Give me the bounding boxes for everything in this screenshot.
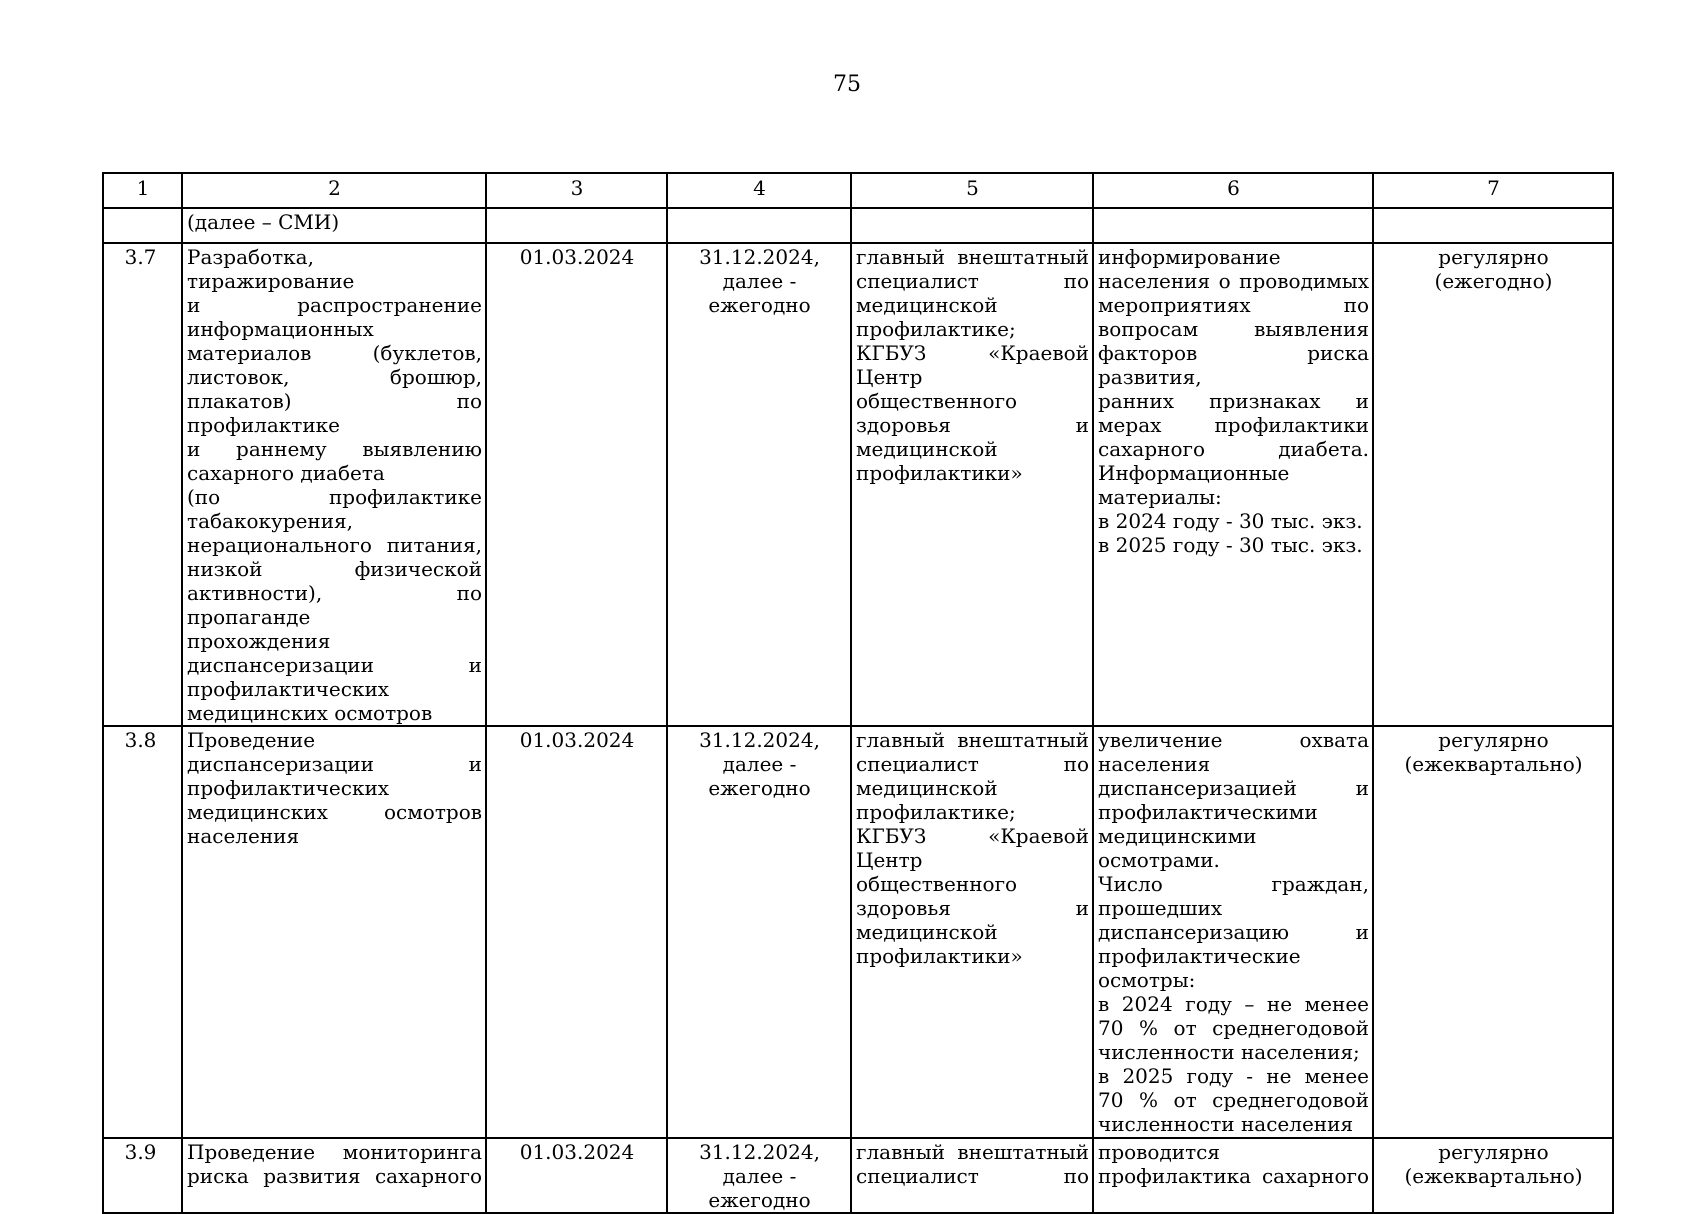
cell-line: факторов риска развития, <box>1098 341 1369 389</box>
cell-line: материалы: <box>1098 485 1222 509</box>
table-body <box>103 243 1613 1213</box>
responsible-cell <box>851 726 1093 1138</box>
continuation-row <box>103 208 1613 243</box>
table-row <box>103 726 1613 1138</box>
cell-line: диспансеризацию и <box>1098 920 1369 944</box>
cell-line: главный внештатный <box>856 1140 1089 1164</box>
cell-line: регулярно <box>1438 245 1549 269</box>
cell-line: диспансеризацией и <box>1098 776 1369 800</box>
cell-line: мероприятиях по <box>1098 293 1369 317</box>
cell-line: профилактике; <box>856 317 1016 341</box>
cell-line: населения <box>1098 752 1211 776</box>
cell-line: здоровья и <box>856 413 1089 437</box>
cell-line: сахарного диабета. <box>1098 437 1369 461</box>
cell-line: информирование <box>1098 245 1281 269</box>
cell-line: численности населения; <box>1098 1040 1360 1064</box>
item-number: 3.9 <box>103 1138 182 1213</box>
cell-line: далее - ежегодно <box>708 1164 811 1212</box>
cell-line: Центр общественного <box>856 848 1018 896</box>
cell-line: специалист по <box>856 269 1089 293</box>
action-cell <box>182 243 486 726</box>
cell-line: в 2024 году – не менее <box>1098 992 1369 1016</box>
column-number-row <box>103 173 1613 208</box>
cell-line: специалист по <box>856 752 1089 776</box>
cell-line: профилактических <box>187 677 390 701</box>
cell-line: 31.12.2024, <box>699 728 820 752</box>
cell-line: (ежеквартально) <box>1404 752 1583 776</box>
end-date <box>667 1138 851 1213</box>
end-date <box>667 726 851 1138</box>
action-plan-table <box>102 172 1614 1214</box>
column-number: 2 <box>182 173 486 208</box>
cell-line: далее - ежегодно <box>708 269 811 317</box>
cell-line: табакокурения, <box>187 509 354 533</box>
cell-line: медицинской <box>856 776 998 800</box>
start-date: 01.03.2024 <box>486 726 667 1138</box>
result-cell <box>1093 1138 1373 1213</box>
cell-line: специалист по <box>856 1164 1089 1188</box>
start-date: 01.03.2024 <box>486 243 667 726</box>
cell-line: и распространение <box>187 293 482 317</box>
continuation-text: (далее – СМИ) <box>182 208 486 243</box>
column-number: 7 <box>1373 173 1613 208</box>
start-date: 01.03.2024 <box>486 1138 667 1213</box>
item-number: 3.8 <box>103 726 182 1138</box>
cell-line: Центр общественного <box>856 365 1018 413</box>
responsible-cell <box>851 1138 1093 1213</box>
cell-line: увеличение охвата <box>1098 728 1369 752</box>
cell-line: далее - ежегодно <box>708 752 811 800</box>
cell-line: 70 % от среднегодовой <box>1098 1088 1369 1112</box>
cell-line: главный внештатный <box>856 245 1089 269</box>
cell-line: риска развития сахарного <box>187 1164 482 1188</box>
action-cell <box>182 1138 486 1213</box>
cell-line: медицинской <box>856 920 998 944</box>
action-cell <box>182 726 486 1138</box>
item-number: 3.7 <box>103 243 182 726</box>
cell-line: (ежеквартально) <box>1404 1164 1583 1188</box>
table-row <box>103 1138 1613 1213</box>
cell-line: вопросам выявления <box>1098 317 1369 341</box>
cell-line: Информационные <box>1098 461 1290 485</box>
result-cell <box>1093 243 1373 726</box>
cell-line: регулярно <box>1438 1140 1549 1164</box>
cell-line: профилактическими <box>1098 800 1318 824</box>
cell-line: медицинских осмотров <box>187 800 482 824</box>
end-date <box>667 243 851 726</box>
cell-line: в 2024 году - 30 тыс. экз. <box>1098 509 1363 533</box>
periodicity-cell <box>1373 243 1613 726</box>
cell-line: и раннему выявлению <box>187 437 482 461</box>
cell-line: населения <box>187 824 300 848</box>
cell-line: листовок, брошюр, <box>187 365 482 389</box>
cell-line: осмотры: <box>1098 968 1196 992</box>
cell-line: 31.12.2024, <box>699 245 820 269</box>
cell-line: численности населения <box>1098 1112 1354 1136</box>
cell-line: (ежегодно) <box>1434 269 1553 293</box>
cell-line: медицинской <box>856 437 998 461</box>
cell-line: низкой физической <box>187 557 482 581</box>
cell-line: профилактических <box>187 776 390 800</box>
cell-line: диспансеризации и <box>187 653 482 677</box>
column-number: 4 <box>667 173 851 208</box>
cell-line: осмотрами. <box>1098 848 1220 872</box>
cell-line: медицинскими <box>1098 824 1257 848</box>
result-cell <box>1093 726 1373 1138</box>
cell-line: 31.12.2024, <box>699 1140 820 1164</box>
cell-line: Проведение мониторинга <box>187 1140 482 1164</box>
column-number: 3 <box>486 173 667 208</box>
column-number: 1 <box>103 173 182 208</box>
cell-line: профилактика сахарного <box>1098 1164 1369 1188</box>
cell-line: информационных <box>187 317 374 341</box>
cell-line: населения о проводимых <box>1098 269 1369 293</box>
cell-line: здоровья и <box>856 896 1089 920</box>
cell-line: проводится <box>1098 1140 1221 1164</box>
cell-line: Проведение <box>187 728 316 752</box>
cell-line: прошедших <box>1098 896 1223 920</box>
cell-line: профилактики» <box>856 461 1023 485</box>
page-number: 75 <box>833 72 861 97</box>
cell-line: плакатов) по профилактике <box>187 389 482 437</box>
column-number: 6 <box>1093 173 1373 208</box>
cell-line: регулярно <box>1438 728 1549 752</box>
cell-line: диспансеризации и <box>187 752 482 776</box>
cell-line: мерах профилактики <box>1098 413 1369 437</box>
cell-line: КГБУЗ «Краевой <box>856 824 1089 848</box>
cell-line: КГБУЗ «Краевой <box>856 341 1089 365</box>
cell-line: профилактики» <box>856 944 1023 968</box>
responsible-cell <box>851 243 1093 726</box>
cell-line: профилактические <box>1098 944 1301 968</box>
cell-line: прохождения <box>187 629 331 653</box>
table-row <box>103 243 1613 726</box>
cell-line: главный внештатный <box>856 728 1089 752</box>
cell-line: медицинских осмотров <box>187 701 433 725</box>
cell-line: (по профилактике <box>187 485 482 509</box>
cell-line: профилактике; <box>856 800 1016 824</box>
cell-line: в 2025 году - 30 тыс. экз. <box>1098 533 1363 557</box>
cell-line: ранних признаках и <box>1098 389 1369 413</box>
cell-line: 70 % от среднегодовой <box>1098 1016 1369 1040</box>
cell-line: активности), по пропаганде <box>187 581 482 629</box>
cell-line: медицинской <box>856 293 998 317</box>
cell-line: сахарного диабета <box>187 461 385 485</box>
periodicity-cell <box>1373 726 1613 1138</box>
periodicity-cell <box>1373 1138 1613 1213</box>
column-number: 5 <box>851 173 1093 208</box>
cell-line: в 2025 году - не менее <box>1098 1064 1369 1088</box>
cell-line: Разработка, тиражирование <box>187 245 355 293</box>
cell-line: материалов (буклетов, <box>187 341 482 365</box>
cell-line: нерационального питания, <box>187 533 482 557</box>
cell-line: Число граждан, <box>1098 872 1369 896</box>
